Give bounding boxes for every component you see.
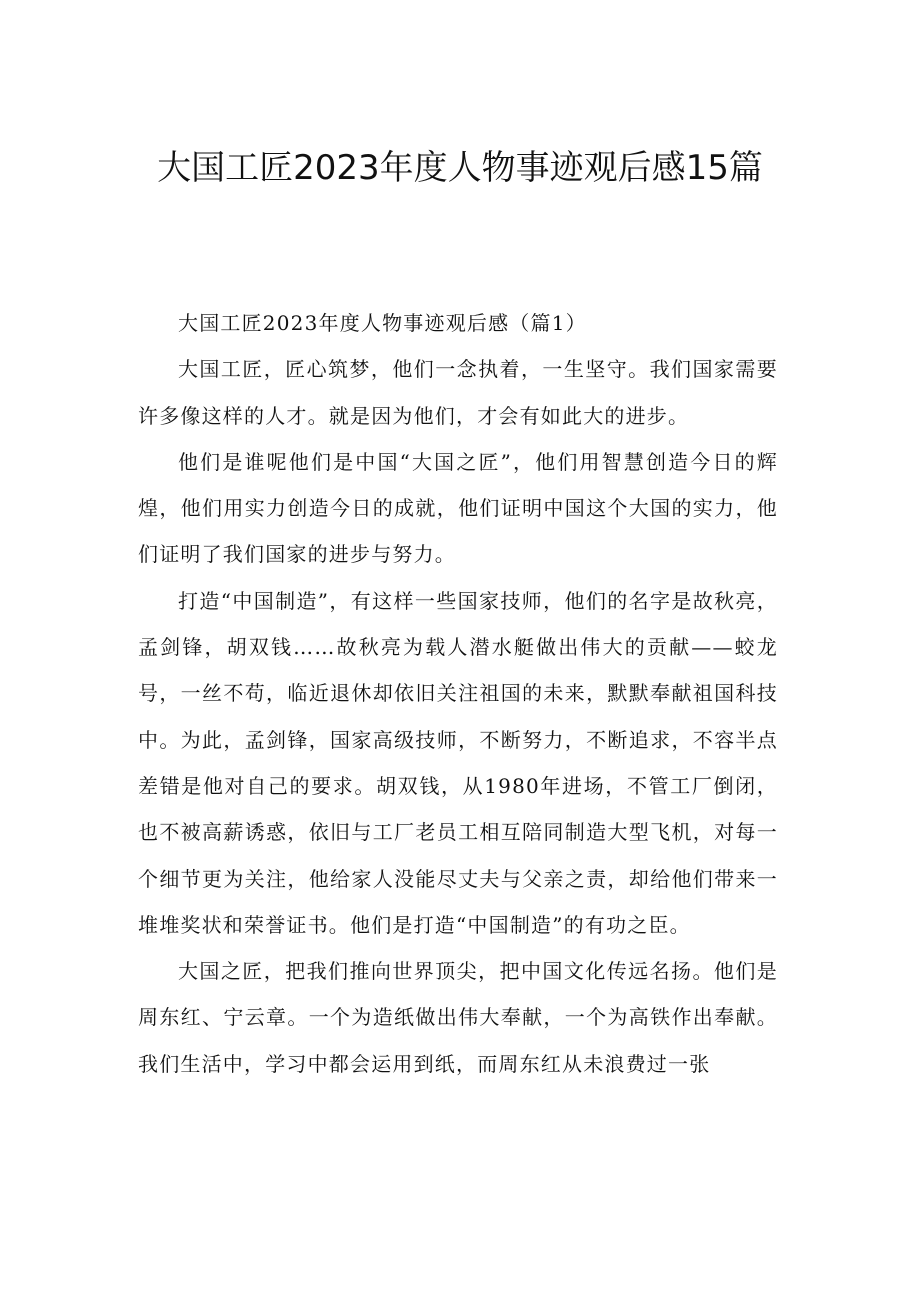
body-paragraph: 大国之匠，把我们推向世界顶尖，把中国文化传远名扬。他们是周东红、宁云章。一个为造纸做出伟大奉献，一个为高铁作出奉献。我们生活中，学习中都会运用到纸，而周东红从未浪费过一张 xyxy=(138,959,778,1076)
body-paragraph: 大国工匠，匠心筑梦，他们一念执着，一生坚守。我们国家需要许多像这样的人才。就是因为他们，才会有如此大的进步。 xyxy=(138,357,778,428)
document-body xyxy=(138,300,778,1087)
section-heading: 大国工匠2023年度人物事迹观后感（篇1） xyxy=(178,311,587,335)
document-title: 大国工匠2023年度人物事迹观后感15篇 xyxy=(157,148,763,188)
body-paragraph: 打造“中国制造”，有这样一些国家技师，他们的名字是故秋亮，孟剑锋，胡双钱……故秋亮为载人潜水艇做出伟大的贡献——蛟龙号，一丝不苟，临近退休却依旧关注祖国的未来，默默奉献祖国科技中。为此，孟剑锋，国家高级技师，不断努力，不断追求，不容半点差错是他对自己的要求。胡双钱，从1980年进场，不管工厂倒闭，也不被高薪诱惑，依旧与工厂老员工相互陪同制造大型飞机，对每一个细节更为关注，他给家人没能尽丈夫与父亲之责，却给他们带来一堆堆奖状和荣誉证书。他们是打造“中国制造”的有功之臣。 xyxy=(138,588,778,937)
body-paragraph: 他们是谁呢他们是中国“大国之匠”，他们用智慧创造今日的辉煌，他们用实力创造今日的成就，他们证明中国这个大国的实力，他们证明了我们国家的进步与努力。 xyxy=(138,449,778,567)
